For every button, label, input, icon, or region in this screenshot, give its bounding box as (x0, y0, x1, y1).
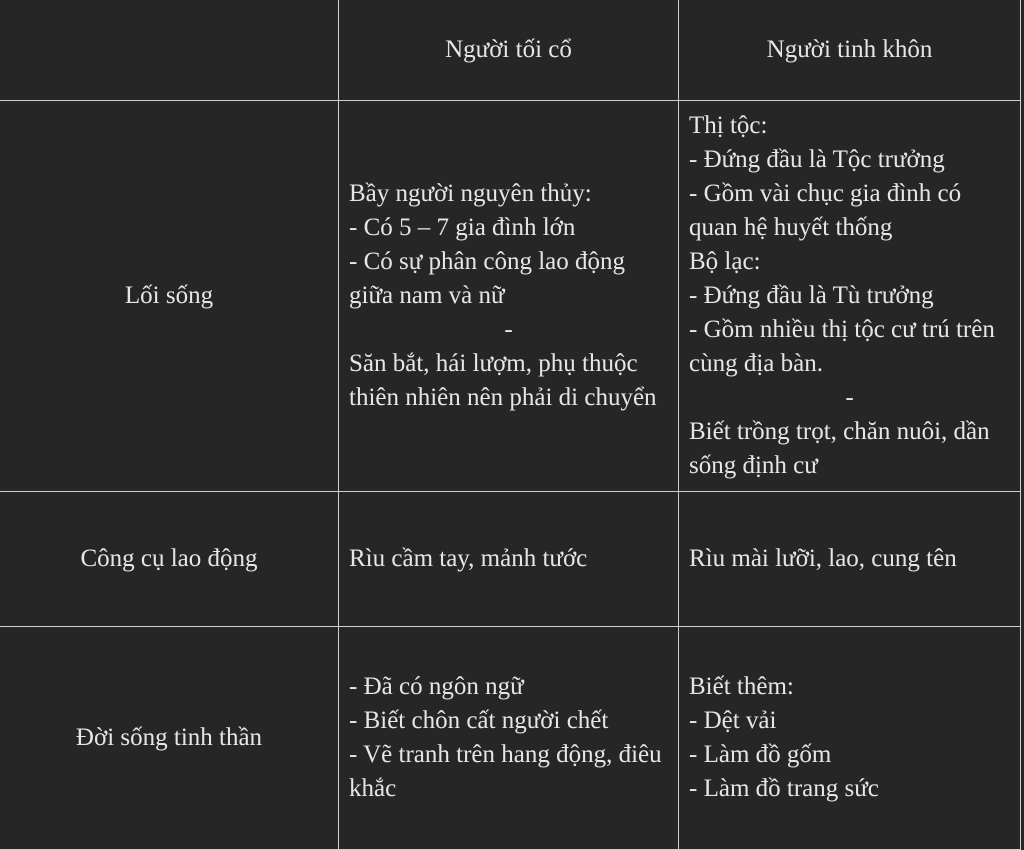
cell-line: Rìu cầm tay, mảnh tước (349, 545, 588, 572)
row-label: Đời sống tinh thần (0, 627, 339, 850)
row-label: Công cụ lao động (0, 492, 339, 627)
header-cell-toi-co: Người tối cổ (339, 0, 679, 101)
cell-separator: - (845, 384, 854, 411)
row-label: Lối sống (0, 101, 339, 492)
cell-line: - Làm đồ trang sức (689, 775, 879, 802)
cell-line: - Gồm nhiều thị tộc cư trú trên cùng địa bàn. (689, 316, 1002, 377)
cell-line: Rìu mài lưỡi, lao, cung tên (689, 545, 957, 572)
cell-line: - Đã có ngôn ngữ (349, 673, 524, 700)
cell-line: - Có sự phân công lao động giữa nam và nữ (349, 248, 632, 309)
cell-line: - Vẽ tranh trên hang động, điêu khắc (349, 741, 668, 802)
cell-separator: - (504, 316, 513, 343)
cell-line: - Đứng đầu là Tù trưởng (689, 282, 934, 309)
header-cell-tinh-khon: Người tinh khôn (679, 0, 1021, 101)
cell-tinh-khon (679, 101, 1021, 492)
header-cell-empty (0, 0, 339, 101)
cell-line: - Đứng đầu là Tộc trưởng (689, 146, 945, 173)
table-row (0, 627, 1021, 850)
table-row (0, 492, 1021, 627)
cell-line: - Dệt vải (689, 707, 777, 734)
table-header-row (0, 0, 1021, 101)
cell-line: Bầy người nguyên thủy: (349, 180, 592, 207)
cell-line: Biết trồng trọt, chăn nuôi, dần sống định cư (689, 418, 996, 479)
cell-line: Thị tộc: (689, 112, 768, 139)
cell-tinh-khon (679, 627, 1021, 850)
cell-toi-co (339, 101, 679, 492)
table-row (0, 101, 1021, 492)
cell-line: Săn bắt, hái lượm, phụ thuộc thiên nhiên nên phải di chuyển (349, 350, 657, 411)
cell-line: Biết thêm: (689, 673, 794, 700)
cell-tinh-khon (679, 492, 1021, 627)
cell-line: - Có 5 – 7 gia đình lớn (349, 214, 576, 241)
cell-toi-co (339, 627, 679, 850)
cell-line: Bộ lạc: (689, 248, 761, 275)
cell-toi-co (339, 492, 679, 627)
cell-line: - Biết chôn cất người chết (349, 707, 609, 734)
cell-line: - Làm đồ gốm (689, 741, 832, 768)
cell-line: - Gồm vài chục gia đình có quan hệ huyết thống (689, 180, 968, 241)
